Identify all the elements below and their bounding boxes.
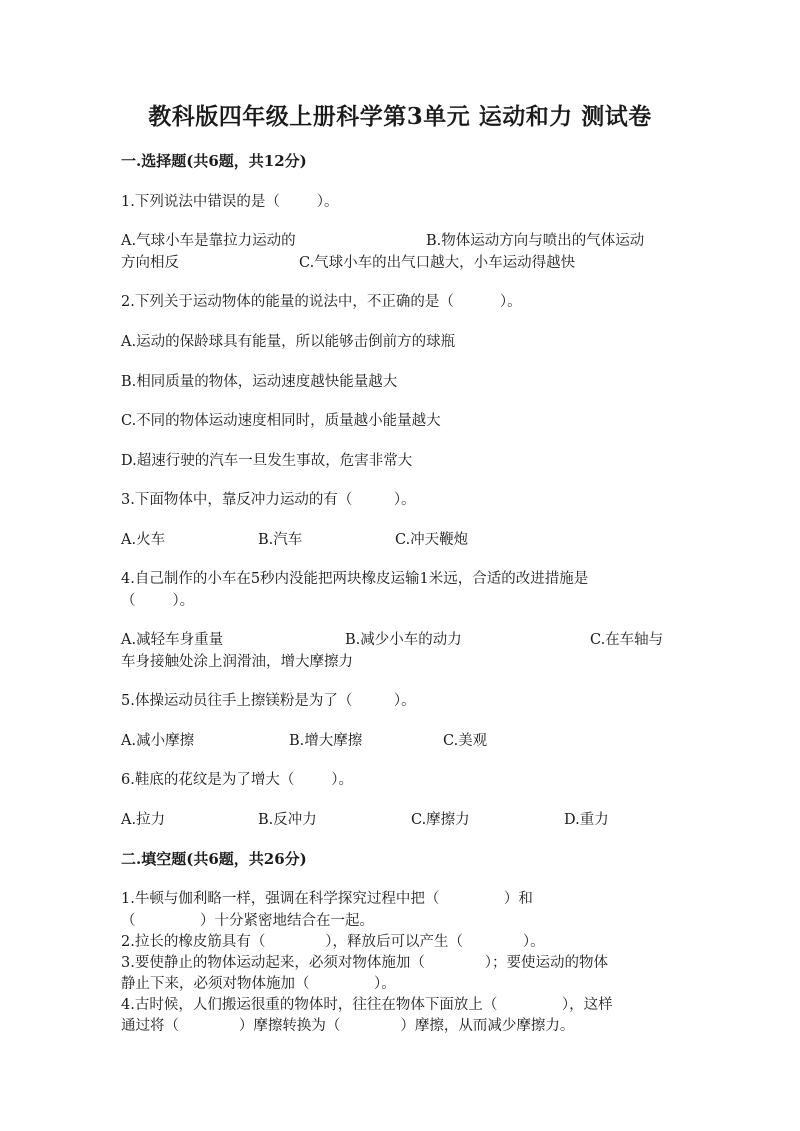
question-5-stem: 5.体操运动员往手上擦镁粉是为了（ ）。 xyxy=(121,693,416,709)
fill-question-4-line-1: 4.古时候，人们搬运很重的物体时，往往在物体下面放上（ ），这样 xyxy=(121,997,613,1013)
question-3-option-c: C.冲天鞭炮 xyxy=(395,532,469,548)
question-5-option-c: C.美观 xyxy=(443,733,488,749)
question-6-option-b: B.反冲力 xyxy=(258,812,317,828)
question-6-option-c: C.摩擦力 xyxy=(411,812,470,828)
question-4-option-c-continued: 车身接触处涂上润滑油，增大摩擦力 xyxy=(121,654,353,670)
question-4-stem: 4.自己制作的小车在5秒内没能把两块橡皮运输1米远，合适的改进措施是 xyxy=(121,571,589,587)
question-2-stem: 2.下列关于运动物体的能量的说法中，不正确的是（ ）。 xyxy=(121,294,522,310)
fill-question-4-line-2: 通过将（ ）摩擦转换为（ ）摩擦，从而减少摩擦力。 xyxy=(121,1018,575,1034)
question-3-option-a: A.火车 xyxy=(121,532,166,548)
question-1-option-b-continued: 方向相反 xyxy=(121,255,179,271)
question-1-option-a: A.气球小车是靠拉力运动的 xyxy=(121,233,296,249)
question-6-option-d: D.重力 xyxy=(564,812,609,828)
fill-question-3-line-2: 静止下来，必须对物体施加（ ）。 xyxy=(121,976,396,992)
question-2-option-c: C.不同的物体运动速度相同时，质量越小能量越大 xyxy=(121,413,441,429)
question-5-option-a: A.减小摩擦 xyxy=(121,733,195,749)
question-1-option-c: C.气球小车的出气口越大，小车运动得越快 xyxy=(299,255,576,271)
question-1-stem: 1.下列说法中错误的是（ ）。 xyxy=(121,194,339,210)
fill-question-3-line-1: 3.要使静止的物体运动起来，必须对物体施加（ ）；要使运动的物体 xyxy=(121,955,609,971)
question-3-stem: 3.下面物体中，靠反冲力运动的有（ ）。 xyxy=(121,492,416,508)
question-5-option-b: B.增大摩擦 xyxy=(289,733,363,749)
fill-question-1-line-1: 1.牛顿与伽利略一样，强调在科学探究过程中把（ ）和 xyxy=(121,891,533,907)
question-4-option-a: A.减轻车身重量 xyxy=(121,632,224,648)
question-2-option-d: D.超速行驶的汽车一旦发生事故，危害非常大 xyxy=(121,453,413,469)
question-4-option-b: B.减少小车的动力 xyxy=(345,632,462,648)
exam-title: 教科版四年级上册科学第3单元 运动和力 测试卷 xyxy=(148,103,652,130)
fill-question-1-line-2: （ ）十分紧密地结合在一起。 xyxy=(121,913,375,929)
section-heading-fill-blank: 二.填空题(共6题，共26分) xyxy=(121,850,307,868)
question-1-option-b: B.物体运动方向与喷出的气体运动 xyxy=(426,233,645,249)
section-heading-choice: 一.选择题(共6题，共12分) xyxy=(121,152,307,170)
question-3-option-b: B.汽车 xyxy=(258,532,303,548)
question-6-option-a: A.拉力 xyxy=(121,812,166,828)
question-4-option-c: C.在车轴与 xyxy=(590,632,664,648)
question-2-option-b: B.相同质量的物体，运动速度越快能量越大 xyxy=(121,374,398,390)
question-6-stem: 6.鞋底的花纹是为了增大（ ）。 xyxy=(121,772,353,788)
question-2-option-a: A.运动的保龄球具有能量，所以能够击倒前方的球瓶 xyxy=(121,334,456,350)
question-4-stem-continued: （ ）。 xyxy=(121,593,195,609)
fill-question-2: 2.拉长的橡皮筋具有（ ），释放后可以产生（ ）。 xyxy=(121,934,545,950)
